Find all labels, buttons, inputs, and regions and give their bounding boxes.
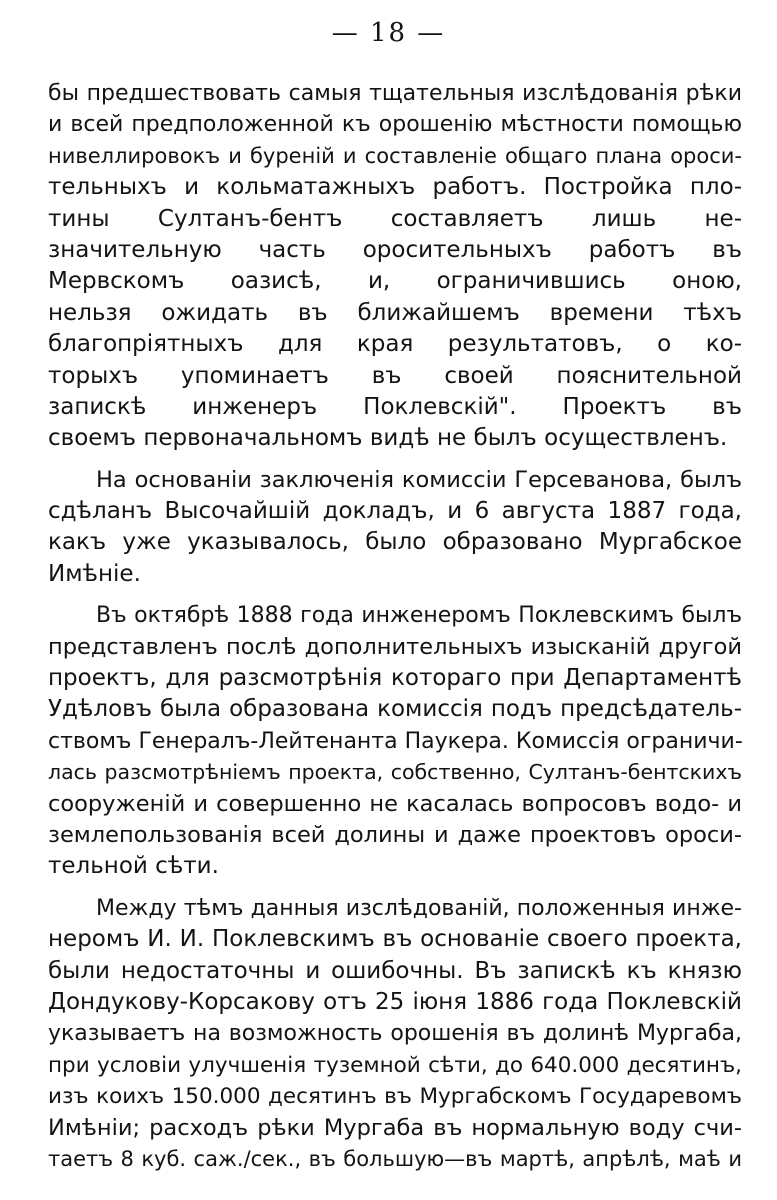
text-line: своемъ первоначальномъ видѣ не былъ осуществленъ. (48, 425, 728, 452)
text-line: благопріятныхъ для края результатовъ, о ко- (48, 331, 742, 358)
page-number: — 18 — (331, 18, 446, 48)
text-line: значительную часть оросительныхъ работъ въ (48, 236, 742, 263)
text-line: бы предшествовать самыя тщательныя изслѣдованія рѣки (48, 81, 742, 106)
text-line: Имѣніи; расходъ рѣки Мургаба въ нормальную воду счи- (48, 1114, 742, 1141)
text-line: Удѣловъ была образована комиссія подъ предсѣдатель- (48, 696, 742, 723)
text-line: тины Султанъ-бентъ составляетъ лишь не- (48, 205, 742, 232)
text-line: Мервскомъ оазисѣ, и, ограничившись оною, (48, 268, 742, 295)
text-line: сдѣланъ Высочайшій докладъ, и 6 августа 1887 года, (48, 498, 742, 525)
text-line: и всей предположенной къ орошенію мѣстности помощью (48, 112, 742, 138)
paragraph-gap (48, 590, 742, 600)
text-line: Между тѣмъ данныя изслѣдованій, положенныя инже- (96, 895, 742, 921)
text-line: проектъ, для разсмотрѣнія котораго при Департаментѣ (48, 665, 742, 692)
text-line: торыхъ упоминаетъ въ своей пояснительной (48, 362, 742, 389)
text-line: указываетъ на возможность орошенія въ долинѣ Мургаба, (48, 1021, 742, 1047)
paragraph (48, 465, 742, 591)
text-line: нельзя ожидать въ ближайшемъ времени тѣхъ (48, 299, 742, 326)
text-line: при условіи улучшенія туземной сѣти, до 640.000 десятинъ, (48, 1052, 742, 1078)
body-text (48, 78, 742, 1175)
text-line: представленъ послѣ дополнительныхъ изысканій другой (48, 633, 742, 660)
text-line: были недостаточны и ошибочны. Въ запискѣ къ князю (48, 957, 742, 984)
text-line: ствомъ Генералъ-Лейтенанта Паукера. Комиссія ограничи- (48, 728, 743, 754)
paragraph (48, 78, 742, 455)
text-line: Дондукову-Корсакову отъ 25 іюня 1886 года Поклевскій (48, 988, 742, 1015)
text-line: неромъ И. И. Поклевскимъ въ основаніе своего проекта, (48, 926, 742, 953)
paragraph (48, 600, 742, 883)
text-line: нивеллировокъ и буреній и составленіе общаго плана ороси- (48, 143, 742, 168)
text-line: сооруженій и совершенно не касалась вопросовъ водо- и (48, 790, 742, 817)
text-line: запискѣ инженеръ Поклевскій". Проектъ въ (48, 393, 742, 420)
paragraph (48, 893, 742, 1176)
paragraph-gap (48, 883, 742, 893)
paragraph-gap (48, 455, 742, 465)
text-line: тельныхъ и кольматажныхъ работъ. Постройка пло- (48, 174, 742, 201)
text-line: тельной сѣти. (48, 853, 219, 880)
text-line: лась разсмотрѣніемъ проекта, собственно, Султанъ-бентскихъ (48, 760, 742, 785)
text-line: На основаніи заключенія комиссіи Герсеванова, былъ (96, 466, 742, 493)
text-line: Имѣніе. (48, 560, 141, 587)
text-line: таетъ 8 куб. саж./сек., въ большую—въ мартѣ, апрѣлѣ, маѣ и (48, 1146, 742, 1171)
text-line: землепользованія всей долины и даже проектовъ ороси- (48, 821, 742, 848)
text-line: Въ октябрѣ 1888 года инженеромъ Поклевскимъ былъ (96, 603, 742, 629)
text-line: какъ уже указывалось, было образовано Мургабское (48, 529, 742, 556)
text-line: изъ коихъ 150.000 десятинъ въ Мургабскомъ Государевомъ (48, 1084, 742, 1110)
